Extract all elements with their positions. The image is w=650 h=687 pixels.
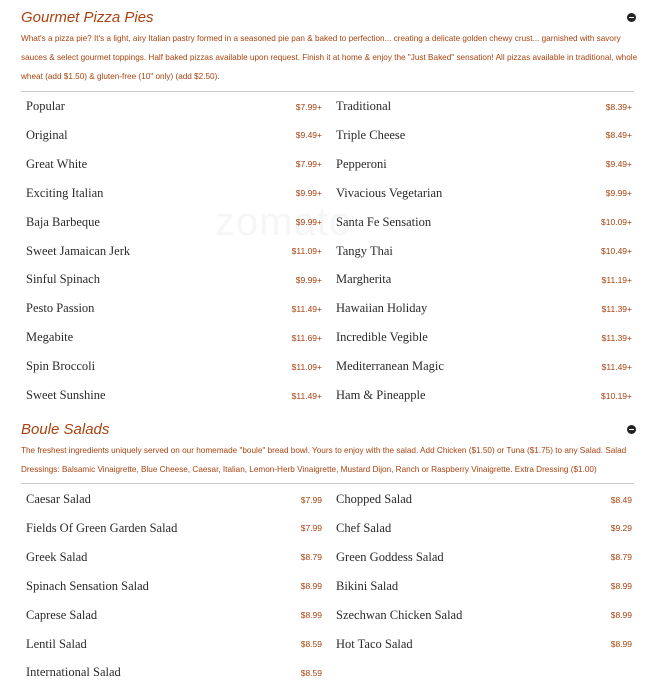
item-name: Sweet Sunshine — [26, 388, 106, 402]
item-name: Bikini Salad — [336, 578, 399, 593]
item-price: $8.99 — [610, 639, 632, 649]
section-description: What's a pizza pie? It's a light, airy Italian pastry formed in a seasoned pie pan & baked to perfection... creating a delicate golden chewy crust... garnished with savory sauces & select gourmet toppings. Half baked pizzas available upon request. Finish it at home & enjoy the "Just Baked" sensation! All pizzas available in traditional, whole wheat (add $1.50) & gluten-free (10" only) (add $2.50). — [21, 34, 638, 81]
item-name: Spinach Sensation Salad — [26, 578, 149, 593]
section-title: Gourmet Pizza Pies — [21, 9, 154, 26]
item-price: $8.79 — [610, 552, 632, 563]
menu-item[interactable] — [336, 485, 632, 514]
menu-item[interactable] — [26, 92, 322, 121]
menu-item[interactable] — [26, 352, 322, 381]
item-name: Vivacious Vegetarian — [336, 185, 443, 200]
divider — [21, 483, 634, 484]
collapse-icon[interactable] — [627, 13, 636, 22]
item-price: $9.49+ — [605, 159, 632, 170]
menu-item[interactable] — [336, 237, 632, 266]
menu-item[interactable] — [336, 294, 632, 323]
item-name: Original — [26, 127, 68, 142]
item-price: $11.49+ — [601, 361, 632, 372]
menu-item[interactable] — [26, 543, 322, 572]
menu-item[interactable] — [26, 514, 322, 543]
item-price: $7.99 — [300, 523, 322, 534]
item-price: $9.49+ — [295, 130, 322, 141]
item-price: $8.99 — [300, 610, 322, 621]
menu-item[interactable] — [336, 150, 632, 179]
menu-item[interactable] — [336, 572, 632, 601]
menu-item[interactable] — [26, 601, 322, 630]
menu-item[interactable] — [336, 179, 632, 208]
item-name: Santa Fe Sensation — [336, 214, 432, 229]
item-price: $11.19+ — [601, 274, 632, 285]
item-name: Caesar Salad — [26, 492, 91, 506]
menu-item[interactable] — [336, 381, 632, 410]
item-name: Sweet Jamaican Jerk — [26, 243, 131, 258]
menu-item[interactable] — [336, 121, 632, 150]
menu-item[interactable] — [336, 543, 632, 572]
menu-item[interactable] — [336, 92, 632, 121]
menu-item[interactable] — [26, 237, 322, 266]
menu-item[interactable] — [26, 294, 322, 323]
section-title: Boule Salads — [21, 421, 110, 438]
item-name: Greek Salad — [26, 549, 88, 564]
menu-item[interactable] — [26, 381, 322, 410]
item-name: Spin Broccoli — [26, 359, 96, 374]
item-price: $10.49+ — [601, 246, 632, 256]
item-price: $11.69+ — [291, 332, 322, 343]
item-name: Szechwan Chicken Salad — [336, 607, 463, 622]
item-name: Hot Taco Salad — [336, 636, 413, 651]
item-price: $8.59 — [300, 667, 322, 678]
item-price: $8.79 — [300, 552, 322, 563]
menu-item[interactable] — [26, 323, 322, 352]
item-price: $11.09+ — [291, 246, 322, 256]
item-name: Chef Salad — [336, 520, 392, 535]
item-name: Triple Cheese — [336, 127, 406, 142]
menu-item[interactable] — [26, 121, 322, 150]
menu-item[interactable] — [336, 208, 632, 237]
menu-item[interactable] — [26, 572, 322, 601]
menu-item[interactable] — [26, 208, 322, 237]
item-price: $9.29 — [610, 523, 632, 534]
item-name: Caprese Salad — [26, 607, 98, 622]
menu-item[interactable] — [26, 630, 322, 659]
item-price: $7.99 — [300, 494, 322, 505]
item-price: $11.09+ — [291, 361, 322, 372]
item-price: $10.09+ — [601, 217, 632, 228]
collapse-icon[interactable] — [627, 425, 636, 434]
item-price: $11.39+ — [601, 303, 632, 314]
item-name: Chopped Salad — [336, 492, 413, 506]
item-name: Mediterranean Magic — [336, 359, 444, 374]
item-price: $11.39+ — [601, 332, 632, 343]
item-price: $7.99+ — [295, 101, 322, 112]
menu-item[interactable] — [336, 630, 632, 659]
menu-item[interactable] — [336, 265, 632, 294]
menu-item[interactable] — [336, 352, 632, 381]
item-price: $11.49+ — [291, 303, 322, 314]
item-price: $8.49 — [610, 494, 632, 505]
menu-item[interactable] — [336, 514, 632, 543]
item-price: $9.99+ — [295, 274, 322, 285]
menu-item[interactable] — [26, 150, 322, 179]
item-price: $8.99 — [610, 581, 632, 592]
item-name: Great White — [26, 156, 88, 171]
item-name: International Salad — [26, 665, 121, 680]
item-name: Hawaiian Holiday — [336, 301, 428, 316]
menu-item[interactable] — [26, 658, 322, 687]
item-price: $10.19+ — [601, 390, 632, 401]
item-price: $9.99+ — [605, 188, 632, 199]
item-name: Exciting Italian — [26, 185, 104, 200]
item-name: Megabite — [26, 330, 74, 345]
menu-item[interactable] — [26, 179, 322, 208]
item-name: Fields Of Green Garden Salad — [26, 520, 178, 535]
item-price: $9.99+ — [295, 217, 322, 228]
item-name: Traditional — [336, 99, 392, 113]
section-description: The freshest ingredients uniquely served on our homemade "boule" bread bowl. Yours to enjoy with the salad. Add Chicken ($1.50) or Tuna ($1.75) to any Salad. Salad Dressings: Balsamic Vinaigrette, Blue Cheese, Caesar, Italian, Lemon-Herb Vinaigrette, Mustard Dijon, Ranch or Raspberry Vinaigrette. Extra Dressing ($1.00) — [21, 446, 627, 474]
item-price: $8.39+ — [605, 101, 632, 112]
menu-item[interactable] — [26, 265, 322, 294]
item-name: Pepperoni — [336, 156, 387, 171]
menu-item[interactable] — [26, 485, 322, 514]
item-name: Green Goddess Salad — [336, 549, 444, 564]
item-name: Tangy Thai — [336, 243, 393, 258]
item-name: Incredible Vegible — [336, 330, 428, 345]
menu-item[interactable] — [336, 601, 632, 630]
item-name: Sinful Spinach — [26, 272, 100, 287]
item-name: Ham & Pineapple — [336, 388, 426, 402]
item-name: Baja Barbeque — [26, 214, 100, 229]
item-price: $11.49+ — [291, 390, 322, 401]
item-name: Lentil Salad — [26, 636, 87, 651]
item-name: Popular — [26, 99, 65, 113]
item-name: Margherita — [336, 272, 392, 287]
menu-item[interactable] — [336, 323, 632, 352]
item-price: $8.59 — [300, 639, 322, 649]
item-price: $8.99 — [300, 581, 322, 592]
item-price: $8.99 — [610, 610, 632, 621]
item-name: Pesto Passion — [26, 301, 95, 316]
item-price: $8.49+ — [605, 130, 632, 141]
item-price: $9.99+ — [295, 188, 322, 199]
item-price: $7.99+ — [295, 159, 322, 170]
